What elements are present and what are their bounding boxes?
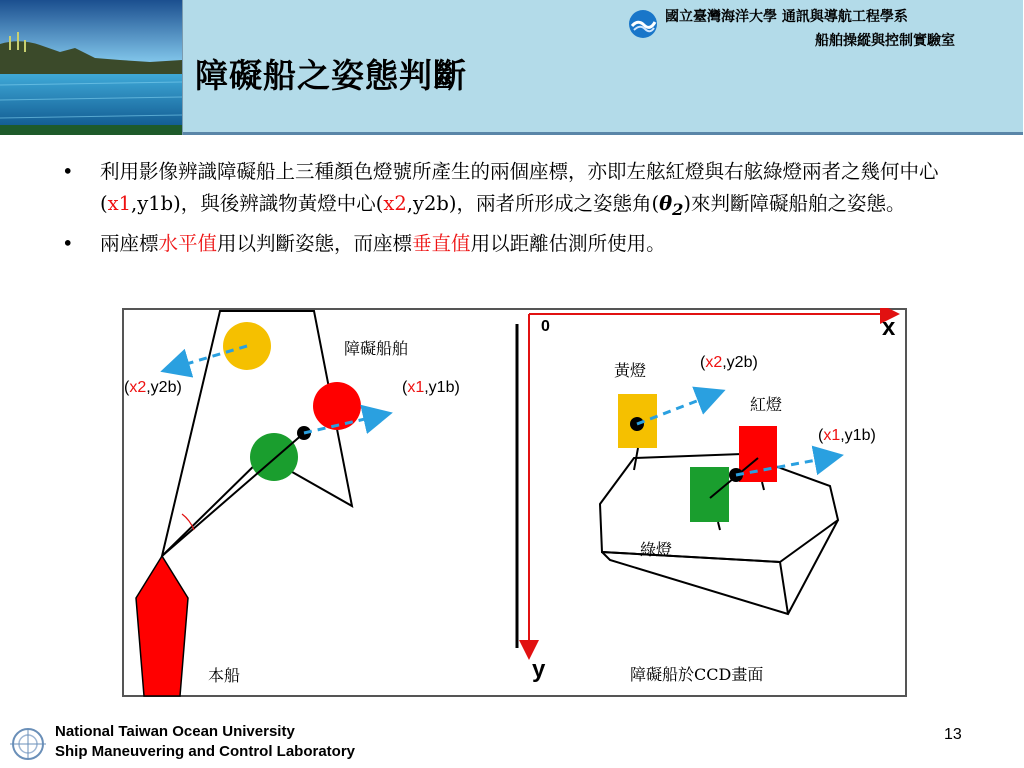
bullet-list [62,156,982,262]
right-coord-x: x1 [407,379,425,396]
ccd-red-light-icon [739,426,777,482]
mid-coord-label [818,427,876,445]
slide-header [0,0,1024,137]
university-logo-icon [628,9,658,39]
top-coord-rest: ,y2b) [722,354,758,371]
obstacle-ship-label: 障礙船舶 [344,339,409,358]
own-ship-label: 本船 [208,666,241,685]
left-coord-rest: ,y2b) [146,379,182,396]
ccd-caption: 障礙船於CCD畫面 [630,665,764,684]
bullet-1-x1: x1 [107,192,132,215]
bullet-2-text-2: 用以判斷姿態，而座標 [217,231,413,255]
lab-name: 船舶操縱與控制實驗室 [815,33,955,49]
bullet-1-text: 利用影像辨識障礙船上三種顏色燈號所產生的兩個座標，亦即左舷紅燈與右舷綠燈兩者之幾何中心( [100,160,939,215]
header-photo [0,0,182,135]
bullet-2-vertical: 垂直值 [412,231,471,255]
paren: ( [818,427,824,444]
bullet-2-horizontal: 水平值 [158,231,218,255]
y-axis-label: y [532,656,546,683]
x-axis-label: x [882,314,896,341]
right-coord-label [402,379,460,397]
footer-lab: Ship Maneuvering and Control Laboratory [55,743,356,760]
red-light-icon [313,382,361,430]
top-coord-x: x2 [705,354,723,371]
institution-name: 國立臺灣海洋大學 通訊與導航工程學系 [665,9,908,25]
yellow-light-label: 黃燈 [614,361,647,380]
bullet-2-text: 兩座標 [100,231,159,255]
slide-title: 障礙船之姿態判斷 [195,56,467,95]
theta-subscript: 2 [672,199,684,219]
origin-label: 0 [541,318,550,335]
paren: ( [700,354,706,371]
paren: ( [124,379,130,396]
right-coord-rest: ,y1b) [424,379,460,396]
bullet-item-1 [62,156,982,226]
bullet-marker: • [62,160,74,183]
title-underline [183,132,1023,135]
bullet-1-text-3: ,y2b)，兩者所形成之姿態角( [406,192,660,215]
bullet-marker: • [62,231,74,255]
top-coord-label [700,354,758,372]
bullet-1-x2: x2 [383,192,407,215]
footer-university: National Taiwan Ocean University [55,723,295,740]
red-light-label: 紅燈 [750,395,783,414]
page-number: 13 [944,726,962,743]
theta-symbol: θ [659,192,673,215]
left-coord-x: x2 [129,379,147,396]
bullet-1-text-2: ,y1b)，與後辨識物黃燈中心( [131,192,384,215]
ccd-green-light-icon [690,467,729,522]
bullet-1-text-4: )來判斷障礙船舶之姿態。 [683,192,906,215]
left-coord-label [124,379,182,397]
bullet-2-text-3: 用以距離估測所使用。 [470,231,666,255]
mid-coord-x: x1 [823,427,841,444]
mid-coord-rest: ,y1b) [840,427,876,444]
paren: ( [402,379,408,396]
bullet-item-2 [62,228,982,260]
slide-footer [0,715,1024,768]
attitude-diagram [122,308,907,697]
green-light-label: 綠燈 [640,540,673,559]
